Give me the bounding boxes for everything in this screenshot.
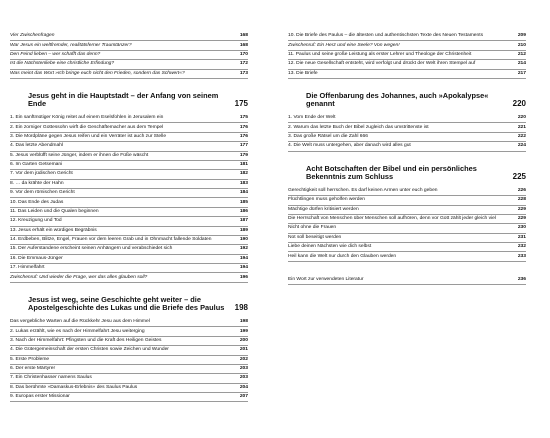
entry-title: 1. Vom Ende der Welt	[288, 115, 336, 121]
toc-entry	[10, 327, 248, 336]
entry-page-number: 233	[517, 253, 526, 259]
toc-entry	[10, 273, 248, 282]
entry-page-number: 220	[517, 115, 526, 121]
toc-entry	[10, 189, 248, 198]
toc-entry	[288, 243, 526, 252]
entry-title: 1. Ein sanftmütiger König reitet auf einem Eselsfohlen in Jerusalem ein	[10, 115, 164, 121]
toc-entry	[10, 264, 248, 273]
chapter-page-number: 198	[234, 303, 248, 313]
chapter-title: Die Offenbarung des Johannes, auch »Apokalypse« genannt	[306, 90, 489, 109]
entry-page-number: 226	[517, 187, 526, 193]
toc-entry	[288, 114, 526, 123]
toc-entry	[288, 196, 526, 205]
entry-page-number: 222	[517, 133, 526, 139]
entry-page-number: 177	[239, 143, 248, 149]
entry-page-number: 231	[517, 234, 526, 240]
entry-title: Not soll beseitigt werden	[288, 234, 342, 240]
entry-page-number: 199	[239, 328, 248, 334]
entry-page-number: 185	[239, 199, 248, 205]
entry-title: 6. Im Garten Getsemani	[10, 162, 63, 168]
entry-title: 4. Die Welt muss untergehen, aber danach wird alles gut	[288, 143, 411, 149]
toc-entry	[10, 393, 248, 402]
toc-entry	[10, 123, 248, 132]
toc-entry	[10, 170, 248, 179]
entry-title: Das vergebliche Warten auf die Rückkehr Jesu aus dem Himmel	[10, 319, 150, 325]
entry-title: 12. Die neue Gesellschaft entsteht, wird verfolgt und drückt der Welt ihren Stempel auf	[288, 61, 476, 67]
entry-page-number: 168	[239, 33, 248, 39]
entry-page-number: 176	[239, 124, 248, 130]
entry-title: 10. Die Briefe des Paulus – die ältesten und authentischsten Texte des Neuen Testaments	[288, 33, 484, 39]
entry-page-number: 182	[239, 171, 248, 177]
toc-entry	[10, 114, 248, 123]
entry-title: Flüchtlingen muss geholfen werden	[288, 197, 365, 203]
entry-title: 7. Vor dem jüdischen Gericht	[10, 171, 73, 177]
entry-page-number: 173	[239, 70, 248, 76]
entry-title: Ist die Nächstenliebe eine christliche Erfindung?	[10, 61, 115, 67]
entry-title: 4. Das letzte Abendmahl	[10, 143, 64, 149]
entry-page-number: 200	[239, 337, 248, 343]
entry-title: Gerechtigkeit soll herrschen. Es darf keinen Armen unter euch geben	[288, 187, 438, 193]
toc-entry	[10, 142, 248, 151]
entry-title: Heil kann die Welt nur durch den Glauben werden	[288, 253, 397, 259]
entry-page-number: 192	[239, 246, 248, 252]
entry-page-number: 179	[239, 152, 248, 158]
entry-page-number: 209	[517, 33, 526, 39]
toc-entry	[10, 337, 248, 346]
entry-title: Ein Wort zur verwendeten Literatur	[288, 276, 364, 282]
toc-entry	[10, 356, 248, 365]
entry-page-number: 228	[517, 197, 526, 203]
entry-title: 16. Die Emmaus-Jünger	[10, 255, 63, 261]
entry-title: Zwischenruf: Und wieder die Frage, wer das alles glauben soll?	[10, 274, 148, 280]
toc-entry	[10, 60, 248, 69]
entry-title: Mächtige dürfen kritisiert werden	[288, 206, 359, 212]
entry-title: 11. Das Leiden und die Qualen beginnen	[10, 208, 99, 214]
entry-title: Liebe deinen Nächsten wie dich selbst	[288, 244, 372, 250]
chapter-page-number: 220	[512, 99, 526, 109]
entry-title: Nicht ohne die Frauen	[288, 225, 337, 231]
toc-entry	[10, 217, 248, 226]
entry-page-number: 176	[239, 133, 248, 139]
entry-page-number: 181	[239, 162, 248, 168]
entry-page-number: 198	[239, 319, 248, 325]
toc-entry	[10, 208, 248, 217]
chapter-heading	[10, 92, 248, 109]
toc-entry	[10, 32, 248, 41]
chapter-heading	[10, 296, 248, 313]
entry-page-number: 194	[239, 255, 248, 261]
toc-entry	[288, 32, 526, 41]
chapter-heading	[288, 165, 526, 182]
entry-title: Die Herrschaft von Menschen über Menschen soll aufhören, denn vor Gott zählt jeder gleich viel	[288, 216, 496, 222]
chapter-page-number: 225	[512, 172, 526, 182]
toc-entry	[10, 374, 248, 383]
entry-page-number: 189	[239, 227, 248, 233]
toc-entry	[288, 123, 526, 132]
entry-title: 3. Nach der Himmelfahrt: Pfingsten und die Kraft des Heiligen Geistes	[10, 337, 162, 343]
entry-title: 5. Erste Probleme	[10, 356, 50, 362]
entry-title: 9. Europas erster Missionar	[10, 394, 70, 400]
chapter-heading	[288, 92, 526, 109]
entry-page-number: 221	[517, 124, 526, 130]
chapter-title: Jesus ist weg, seine Geschichte geht weiter – die Apostelgeschichte des Lukas und die Briefe des Paulus	[28, 294, 225, 313]
entry-title: 5. Jesus verblüfft seine Jünger, indem er ihnen die Füße wäscht	[10, 152, 149, 158]
toc-entry	[288, 142, 526, 151]
toc-entry	[288, 41, 526, 50]
entry-page-number: 229	[517, 206, 526, 212]
toc-entry	[288, 70, 526, 79]
toc-entry	[10, 51, 248, 60]
entry-title: 12. Kreuzigung und Tod	[10, 218, 62, 224]
toc-entry	[10, 318, 248, 327]
entry-page-number: 214	[517, 61, 526, 67]
toc-left-page	[10, 32, 248, 402]
entry-page-number: 183	[239, 180, 248, 186]
entry-page-number: 175	[239, 115, 248, 121]
entry-title: 11. Paulus und seine große Leistung als erster Lehrer und Theologe der Christenheit	[288, 51, 472, 57]
entry-title: War Jesus ein weltfremder, realitätsferner Traumtänzer?	[10, 42, 132, 48]
entry-page-number: 217	[517, 70, 526, 76]
entry-page-number: 203	[239, 366, 248, 372]
toc-entry	[288, 133, 526, 142]
toc-entry	[10, 133, 248, 142]
toc-entry	[10, 152, 248, 161]
entry-title: 13. Jesus erhält ein würdiges Begräbnis	[10, 227, 97, 233]
toc-entry	[10, 245, 248, 254]
toc-entry	[10, 365, 248, 374]
entry-page-number: 186	[239, 208, 248, 214]
toc-entry	[288, 215, 526, 224]
entry-title: Den Feind lieben – wer schafft das denn?	[10, 51, 101, 57]
toc-entry	[10, 161, 248, 170]
entry-title: 8. Das berühmte »Damaskus-Erlebnis« des Saulus Paulus	[10, 384, 138, 390]
toc-entry	[288, 206, 526, 215]
entry-page-number: 204	[239, 384, 248, 390]
entry-title: 13. Die Briefe	[288, 70, 318, 76]
toc-entry	[10, 198, 248, 207]
entry-page-number: 224	[517, 143, 526, 149]
chapter-title: Jesus geht in die Hauptstadt – der Anfang von seinem Ende	[28, 90, 219, 109]
entry-title: 4. Die Gütergemeinschaft der ersten Christen sowie Zeichen und Wunder	[10, 347, 169, 353]
entry-page-number: 168	[239, 42, 248, 48]
toc-entry	[288, 51, 526, 60]
entry-title: 17. Himmelfahrt	[10, 265, 45, 271]
entry-page-number: 172	[239, 61, 248, 67]
entry-page-number: 236	[517, 276, 526, 282]
entry-title: Zwischenruf: Ein Herz und eine Seele? Von wegen!	[288, 42, 400, 48]
entry-title: Was meint das Wort »Ich bringe euch nicht den Frieden, sondern das Schwert«?	[10, 70, 185, 76]
entry-page-number: 184	[239, 190, 248, 196]
chapter-page-number: 175	[234, 99, 248, 109]
toc-entry	[10, 255, 248, 264]
toc-entry	[288, 276, 526, 285]
entry-title: 3. Die Mordpläne gegen Jesus reifen und ein Verräter ist auch zur Stelle	[10, 133, 167, 139]
entry-title: 2. Ein zorniger Gottessohn wirft die Geschäftemacher aus dem Tempel	[10, 124, 164, 130]
toc-entry	[10, 227, 248, 236]
entry-page-number: 212	[517, 51, 526, 57]
entry-title: 9. Vor dem römischen Gericht	[10, 190, 75, 196]
toc-entry	[10, 180, 248, 189]
entry-title: 2. Lukas erzählt, wie es nach der Himmelfahrt Jesu weiterging	[10, 328, 145, 334]
entry-page-number: 201	[239, 347, 248, 353]
chapter-title: Acht Botschaften der Bibel und ein persönliches Bekenntnis zum Schluss	[306, 163, 477, 182]
entry-page-number: 207	[239, 394, 248, 400]
toc-entry	[288, 224, 526, 233]
entry-page-number: 202	[239, 356, 248, 362]
toc-entry	[288, 234, 526, 243]
entry-title: 10. Das Ende des Judas	[10, 199, 64, 205]
entry-page-number: 190	[239, 237, 248, 243]
toc-entry	[288, 252, 526, 261]
entry-page-number: 194	[239, 265, 248, 271]
toc-entry	[10, 384, 248, 393]
entry-title: 7. Ein Christenhasser namens Saulus	[10, 375, 92, 381]
toc-entry	[10, 41, 248, 50]
entry-page-number: 170	[239, 51, 248, 57]
toc-entry	[288, 187, 526, 196]
entry-page-number: 210	[517, 42, 526, 48]
entry-title: 14. Erdbeben, Blitze, Engel, Frauen vor dem leeren Grab und in Ohnmacht fallende Soldaten	[10, 237, 212, 243]
toc-entry	[288, 60, 526, 69]
entry-page-number: 229	[517, 216, 526, 222]
entry-page-number: 232	[517, 244, 526, 250]
entry-title: 6. Der erste Märtyrer	[10, 366, 56, 372]
entry-page-number: 230	[517, 225, 526, 231]
toc-spacer	[288, 262, 526, 276]
toc-entry	[10, 70, 248, 79]
entry-page-number: 187	[239, 218, 248, 224]
entry-title: 8. … da krähte der Hahn	[10, 180, 64, 186]
toc-entry	[10, 236, 248, 245]
toc-right-page	[288, 32, 526, 285]
toc-entry	[10, 346, 248, 355]
entry-title: 3. Das große Rätsel um die Zahl 666	[288, 133, 368, 139]
entry-page-number: 203	[239, 375, 248, 381]
entry-title: 15. Der Auferstandene erscheint seinen Anhängern und verabschiedet sich	[10, 246, 173, 252]
entry-title: 2. Warum das letzte Buch der Bibel zugleich das umstrittenste ist	[288, 124, 429, 130]
entry-page-number: 196	[239, 274, 248, 280]
entry-title: Vier Zwischenfragen	[10, 33, 55, 39]
